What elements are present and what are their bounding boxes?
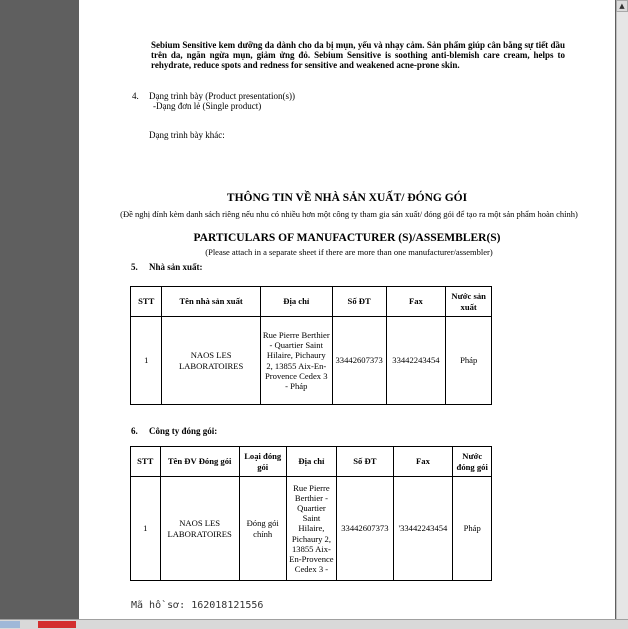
cell-fax: '33442243454 [393, 477, 453, 581]
col-country: Nước sản xuất [446, 287, 492, 317]
col-name: Tên nhà sản xuất [162, 287, 260, 317]
cell-country: Pháp [446, 317, 492, 405]
scroll-up-icon[interactable]: ▲ [616, 0, 628, 12]
cell-phone: 33442607373 [337, 477, 393, 581]
taskbar-item[interactable] [0, 621, 20, 628]
section-4-other: Dạng trình bày khác: [149, 130, 225, 140]
table-header-row [131, 447, 492, 477]
cell-fax: 33442243454 [386, 317, 446, 405]
section-4-number: 4. [132, 91, 139, 101]
section-6-number: 6. [131, 426, 138, 436]
cell-type: Đóng gói chính [239, 477, 286, 581]
col-address: Địa chỉ [260, 287, 332, 317]
col-name: Tên ĐV Đóng gói [160, 447, 239, 477]
col-address: Địa chỉ [286, 447, 337, 477]
record-code: Mã hồ sơ: 162018121556 [131, 600, 264, 611]
col-stt: STT [131, 287, 162, 317]
section-4-title: Dạng trình bày (Product presentation(s)) [149, 91, 295, 101]
manufacturer-note-en: (Please attach in a separate sheet if there are more than one manufacturer/assembler) [205, 247, 493, 257]
product-description: Sebium Sensitive kem dưỡng da dành cho da bị mụn, yếu và nhạy cảm. Sản phẩm giúp cân bằng sự tiết dầu trên da, ngăn ngừa mụn, giảm ửng đỏ. Sebium Sensitive is soothing anti-blemish care cream, helps to rehydrate, reduce spots and redness for sensitive and weakened acne-prone skin. [151, 40, 565, 70]
manufacturer-table [130, 286, 492, 405]
table-row [131, 477, 492, 581]
cell-address: Rue Pierre Berthier - Quartier Saint Hilaire, Pichaury 2, 13855 Aix-En-Provence Cedex 3 - [286, 477, 337, 581]
vertical-scrollbar[interactable] [616, 0, 628, 628]
manufacturer-title-vi: THÔNG TIN VỀ NHÀ SẢN XUẤT/ ĐÓNG GÓI [226, 192, 468, 204]
section-4-item: -Dạng đơn lẻ (Single product) [153, 101, 262, 111]
col-stt: STT [131, 447, 161, 477]
table-header-row [131, 287, 492, 317]
cell-stt: 1 [131, 477, 161, 581]
col-fax: Fax [393, 447, 453, 477]
section-5-title: Nhà sản xuất: [149, 262, 203, 272]
table-row [131, 317, 492, 405]
packager-table [130, 446, 492, 581]
col-phone: Số ĐT [337, 447, 393, 477]
col-type: Loại đóng gói [239, 447, 286, 477]
cell-stt: 1 [131, 317, 162, 405]
cell-name: NAOS LES LABORATOIRES [160, 477, 239, 581]
cell-name: NAOS LES LABORATOIRES [162, 317, 260, 405]
document-page [79, 0, 615, 628]
manufacturer-note-vi: (Đề nghị đính kèm danh sách riêng nếu nhu có nhiều hơn một công ty tham gia sản xuất/ đóng gói để tạo ra một sản phẩm hoàn chỉnh) [120, 209, 578, 219]
taskbar-item-active[interactable] [38, 621, 76, 628]
manufacturer-title-en: PARTICULARS OF MANUFACTURER (S)/ASSEMBLER(S) [193, 232, 501, 244]
section-5-number: 5. [131, 262, 138, 272]
cell-address: Rue Pierre Berthier - Quartier Saint Hilaire, Pichaury 2, 13855 Aix-En-Provence Cedex 3 - Pháp [260, 317, 332, 405]
cell-phone: 33442607373 [332, 317, 386, 405]
col-fax: Fax [386, 287, 446, 317]
section-6-title: Công ty đóng gói: [149, 426, 218, 436]
col-phone: Số ĐT [332, 287, 386, 317]
cell-country: Pháp [453, 477, 492, 581]
col-country: Nước đóng gói [453, 447, 492, 477]
